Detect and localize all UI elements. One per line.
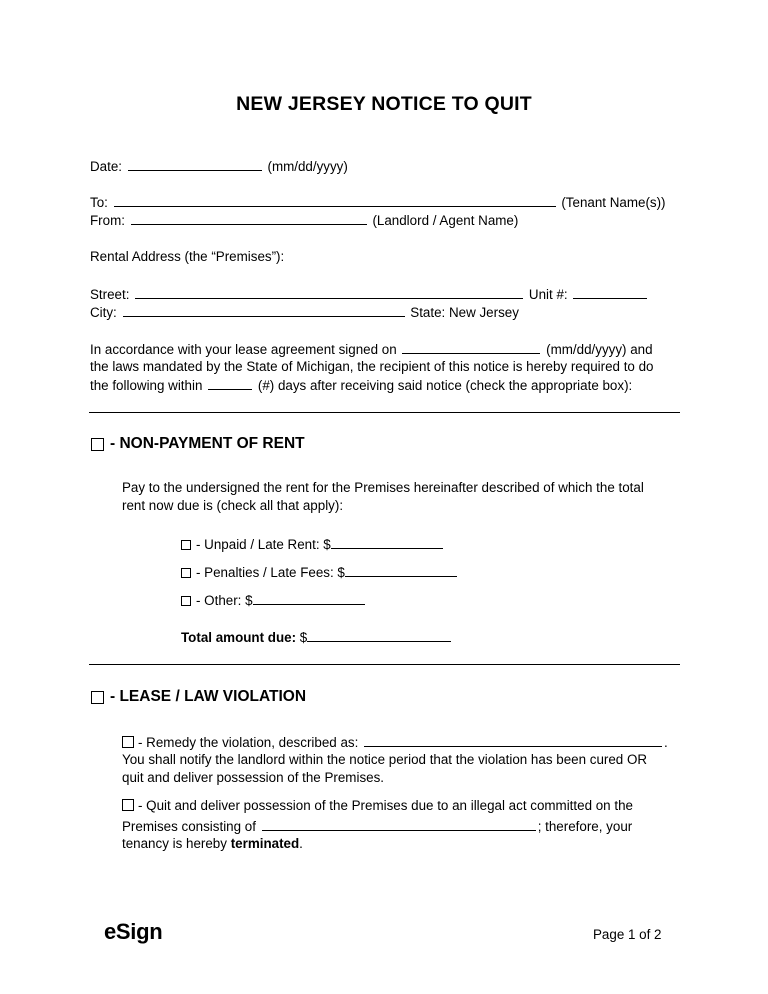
street-field[interactable] bbox=[135, 285, 523, 299]
violation-description-field[interactable] bbox=[364, 733, 662, 747]
nonpayment-checkbox[interactable] bbox=[91, 438, 104, 451]
quit-line-2 bbox=[122, 817, 632, 836]
remedy-checkbox[interactable] bbox=[122, 736, 134, 748]
nonpayment-para-line-1: Pay to the undersigned the rent for the Premises hereinafter described of which the total bbox=[122, 480, 644, 495]
other-label: - Other: $ bbox=[196, 593, 253, 608]
city-label: City: bbox=[90, 305, 117, 320]
penalties-row bbox=[181, 563, 459, 582]
remedy-line-3: quit and deliver possession of the Premises. bbox=[122, 770, 385, 785]
to-row bbox=[90, 193, 666, 212]
to-label: To: bbox=[90, 195, 108, 210]
street-label: Street: bbox=[90, 287, 130, 302]
intro-text: the following within bbox=[90, 378, 203, 393]
quit-line-1 bbox=[122, 797, 633, 815]
illegal-act-field[interactable] bbox=[262, 817, 536, 831]
intro-text: (#) days after receiving said notice (check the appropriate box): bbox=[257, 378, 633, 393]
total-field[interactable] bbox=[307, 628, 451, 642]
date-hint: (mm/dd/yyyy) bbox=[267, 159, 348, 174]
other-row bbox=[181, 591, 367, 610]
total-currency: $ bbox=[299, 630, 308, 645]
from-label: From: bbox=[90, 213, 125, 228]
unit-label: Unit #: bbox=[528, 287, 568, 302]
other-checkbox[interactable] bbox=[181, 596, 191, 606]
esign-logo: eSign bbox=[104, 919, 163, 944]
total-row bbox=[181, 628, 453, 647]
document-title: NEW JERSEY NOTICE TO QUIT bbox=[236, 93, 532, 115]
from-row bbox=[90, 211, 518, 230]
quit-text: ; therefore, your bbox=[537, 819, 633, 834]
date-row bbox=[90, 157, 348, 176]
section-nonpayment-heading bbox=[91, 435, 305, 453]
section-violation-heading bbox=[91, 688, 306, 706]
intro-text: In accordance with your lease agreement signed on bbox=[90, 342, 397, 357]
page-number: Page 1 of 2 bbox=[593, 927, 662, 942]
remedy-text: - Remedy the violation, described as: bbox=[138, 735, 359, 750]
other-field[interactable] bbox=[253, 591, 365, 605]
quit-text: . bbox=[299, 836, 303, 851]
to-hint: (Tenant Name(s)) bbox=[561, 195, 666, 210]
nonpayment-para-line-2: rent now due is (check all that apply): bbox=[122, 498, 344, 513]
days-field[interactable] bbox=[208, 376, 252, 390]
street-row bbox=[90, 285, 649, 304]
from-hint: (Landlord / Agent Name) bbox=[372, 213, 519, 228]
quit-text: tenancy is hereby bbox=[122, 836, 227, 851]
quit-text: - Quit and deliver possession of the Premises due to an illegal act committed on the bbox=[138, 798, 633, 813]
penalties-checkbox[interactable] bbox=[181, 568, 191, 578]
intro-line-1 bbox=[90, 340, 653, 359]
quit-text: Premises consisting of bbox=[122, 819, 256, 834]
intro-line-3 bbox=[90, 376, 632, 395]
city-field[interactable] bbox=[123, 303, 405, 317]
intro-text: (mm/dd/yyyy) and bbox=[546, 342, 653, 357]
remedy-text: . bbox=[664, 735, 668, 750]
unpaid-rent-checkbox[interactable] bbox=[181, 540, 191, 550]
lease-date-field[interactable] bbox=[402, 340, 540, 354]
quit-checkbox[interactable] bbox=[122, 799, 134, 811]
unit-field[interactable] bbox=[573, 285, 647, 299]
penalties-field[interactable] bbox=[345, 563, 457, 577]
city-row bbox=[90, 303, 519, 322]
unpaid-rent-row bbox=[181, 535, 445, 554]
date-label: Date: bbox=[90, 159, 123, 174]
intro-line-2: the laws mandated by the State of Michigan, the recipient of this notice is hereby required to do bbox=[90, 359, 654, 374]
quit-line-3 bbox=[122, 835, 303, 853]
remedy-line-2: You shall notify the landlord within the notice period that the violation has been cured OR bbox=[122, 752, 648, 767]
unpaid-rent-label: - Unpaid / Late Rent: $ bbox=[196, 537, 331, 552]
section-heading-text: - NON-PAYMENT OF RENT bbox=[110, 435, 305, 452]
remedy-line-1 bbox=[122, 733, 668, 752]
penalties-label: - Penalties / Late Fees: $ bbox=[196, 565, 345, 580]
total-label: Total amount due: bbox=[181, 630, 297, 645]
date-field[interactable] bbox=[128, 157, 262, 171]
divider bbox=[89, 412, 680, 413]
unpaid-rent-field[interactable] bbox=[331, 535, 443, 549]
divider bbox=[89, 664, 680, 665]
terminated-text: terminated bbox=[230, 836, 300, 851]
state-text: State: New Jersey bbox=[410, 305, 519, 320]
violation-checkbox[interactable] bbox=[91, 691, 104, 704]
tenant-name-field[interactable] bbox=[114, 193, 556, 207]
landlord-name-field[interactable] bbox=[131, 211, 367, 225]
section-heading-text: - LEASE / LAW VIOLATION bbox=[110, 688, 307, 705]
rental-address-label: Rental Address (the “Premises”): bbox=[90, 249, 285, 264]
